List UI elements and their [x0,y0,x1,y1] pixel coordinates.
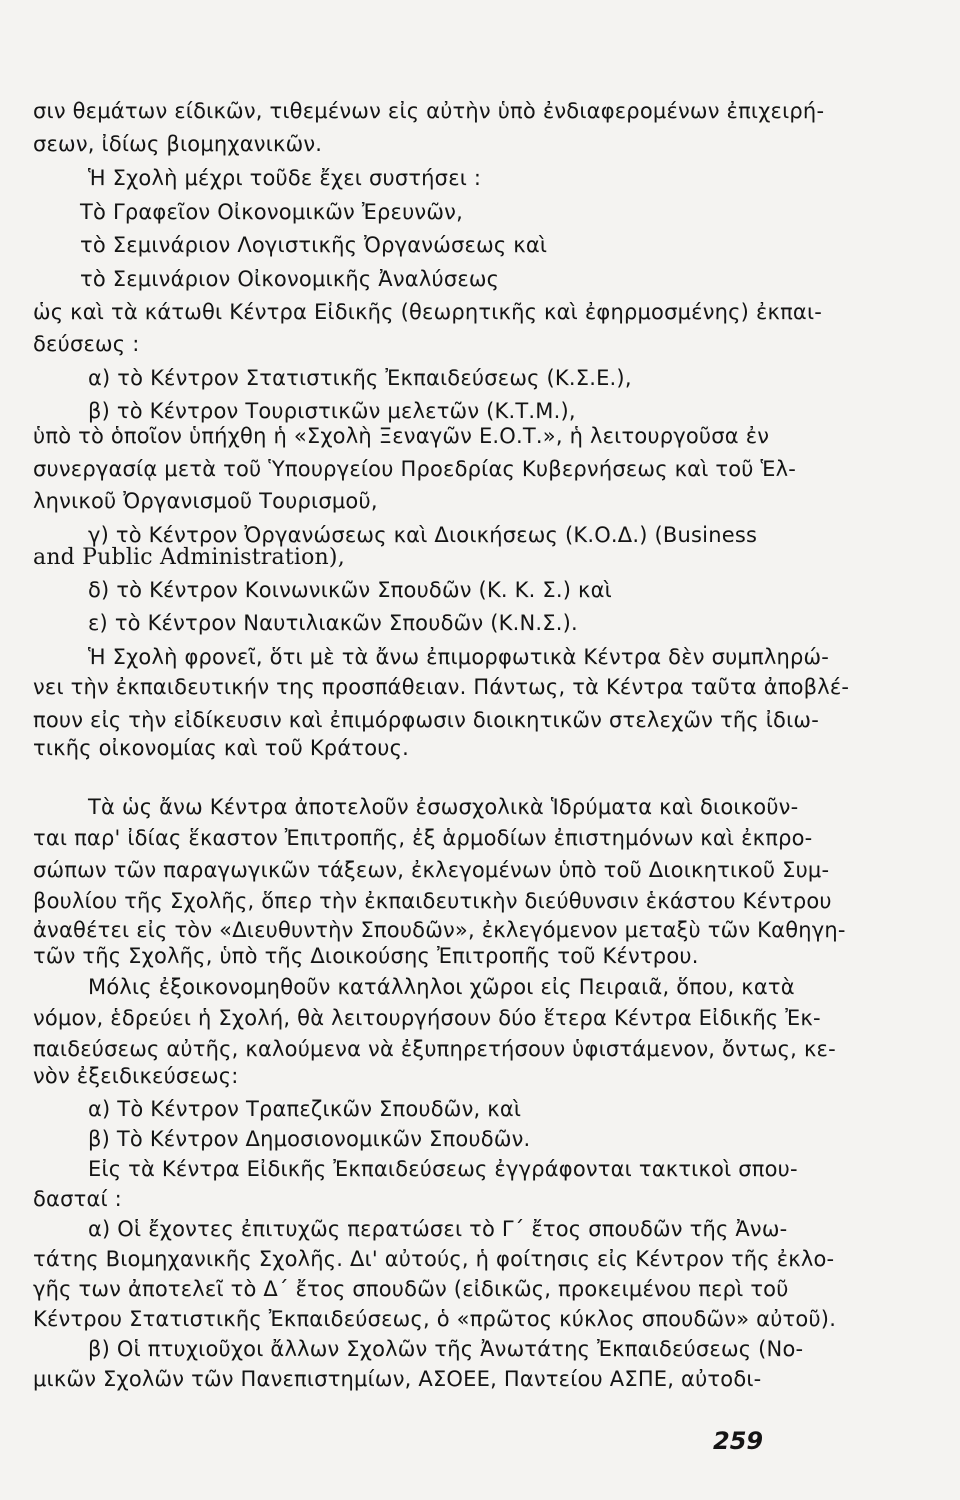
text-line: γῆς των ἀποτελεῖ τὸ Δ΄ ἔτος σπουδῶν (εἰδικῶς, προκειμένου περὶ τοῦ [33,1277,789,1301]
page-number: 259 [713,1427,764,1455]
list-item: β) Οἱ πτυχιοῦχοι ἄλλων Σχολῶν τῆς Ἀνωτάτης Ἐκπαιδεύσεως (Νο- [88,1337,804,1361]
text-line: Εἰς τὰ Κέντρα Εἰδικῆς Ἐκπαιδεύσεως ἐγγράφονται τακτικοὶ σπου- [88,1157,798,1181]
text-line: ἀναθέτει εἰς τὸν «Διευθυντὴν Σπουδῶν», ἐκλεγόμενον μεταξὺ τῶν Καθηγη- [33,918,846,942]
list-item: α) τὸ Κέντρον Στατιστικῆς Ἐκπαιδεύσεως (Κ.Σ.Ε.), [88,366,632,390]
list-item: β) τὸ Κέντρον Τουριστικῶν μελετῶν (Κ.Τ.Μ.), [88,399,576,423]
text-line: ὡς καὶ τὰ κάτωθι Κέντρα Εἰδικῆς (θεωρητικῆς καὶ ἐφηρμοσμένης) ἐκπαι- [33,300,823,324]
text-line: μικῶν Σχολῶν τῶν Πανεπιστημίων, ΑΣΟΕΕ, Παντείου ΑΣΠΕ, αὐτοδι- [33,1367,762,1391]
text-line: τικῆς οἰκονομίας καὶ τοῦ Κράτους. [33,736,410,760]
text-line: συνεργασίᾳ μετὰ τοῦ Ὑπουργείου Προεδρίας Κυβερνήσεως καὶ τοῦ Ἑλ- [33,457,797,481]
text-line: νὸν ἐξειδικεύσεως: [33,1064,239,1088]
text-line: τάτης Βιομηχανικῆς Σχολῆς. Δι' αὐτούς, ἡ φοίτησις εἰς Κέντρον τῆς ἐκλο- [33,1247,835,1271]
text-line: νει τὴν ἐκπαιδευτικήν της προσπάθειαν. Πάντως, τὰ Κέντρα ταῦτα ἀποβλέ- [33,675,850,699]
text-line: σώπων τῶν παραγωγικῶν τάξεων, ἐκλεγομένων ὑπὸ τοῦ Διοικητικοῦ Συμ- [33,858,830,882]
text-line: ὑπὸ τὸ ὁποῖον ὑπήχθη ἡ «Σχολὴ Ξεναγῶν Ε.Ο.Τ.», ἡ λειτουργοῦσα ἐν [33,424,770,448]
text-line: δασταί : [33,1187,122,1211]
text-line: Ἡ Σχολὴ φρονεῖ, ὅτι μὲ τὰ ἄνω ἐπιμορφωτικὰ Κέντρα δὲν συμπληρώ- [88,645,830,669]
text-line: νόμον, ἑδρεύει ἡ Σχολή, θὰ λειτουργήσουν δύο ἕτερα Κέντρα Εἰδικῆς Ἐκ- [33,1006,821,1030]
text-line: Τὸ Γραφεῖον Οἰκονομικῶν Ἐρευνῶν, [80,200,463,224]
list-item: α) Οἱ ἔχοντες ἐπιτυχῶς περατώσει τὸ Γ΄ ἔτος σπουδῶν τῆς Ἀνω- [88,1217,788,1241]
list-item: δ) τὸ Κέντρον Κοινωνικῶν Σπουδῶν (Κ. Κ. Σ.) καὶ [88,578,612,602]
list-item: α) Τὸ Κέντρον Τραπεζικῶν Σπουδῶν, καὶ [88,1097,522,1121]
text-line: δεύσεως : [33,332,140,356]
list-item: ε) τὸ Κέντρον Ναυτιλιακῶν Σπουδῶν (Κ.Ν.Σ.). [88,611,578,635]
list-item: γ) τὸ Κέντρον Ὀργανώσεως καὶ Διοικήσεως (Κ.Ο.Δ.) (Business [88,523,758,547]
text-line: βουλίου τῆς Σχολῆς, ὅπερ τὴν ἐκπαιδευτικὴν διεύθυνσιν ἑκάστου Κέντρου [33,889,832,913]
text-line: σιν θεμάτων είδικῶν, τιθεμένων εἰς αὐτὴν ὑπὸ ἐνδιαφερομένων ἐπιχειρή- [33,99,825,123]
text-line: τὸ Σεμινάριον Οἰκονομικῆς Ἀναλύσεως [80,267,500,291]
text-line: Τὰ ὡς ἄνω Κέντρα ἀποτελοῦν ἐσωσχολικὰ Ἱδρύματα καὶ διοικοῦν- [88,795,799,819]
text-line: ληνικοῦ Ὀργανισμοῦ Τουρισμοῦ, [33,489,378,513]
text-line: ται παρ' ἰδίας ἕκαστον Ἐπιτροπῆς, ἐξ ἁρμοδίων ἐπιστημόνων καὶ ἐκπρο- [33,826,813,850]
text-line: πουν εἰς τὴν εἰδίκευσιν καὶ ἐπιμόρφωσιν διοικητικῶν στελεχῶν τῆς ἰδιω- [33,708,819,732]
text-line: and Public Administration), [33,545,345,570]
text-line: τῶν τῆς Σχολῆς, ὑπὸ τῆς Διοικούσης Ἐπιτροπῆς τοῦ Κέντρου. [33,944,699,968]
text-line: σεων, ἰδίως βιομηχανικῶν. [33,132,323,156]
text-line: Ἡ Σχολὴ μέχρι τοῦδε ἔχει συστήσει : [88,166,482,190]
text-line: Μόλις ἐξοικονομηθοῦν κατάλληλοι χῶροι εἰς Πειραιᾶ, ὅπου, κατὰ [88,975,795,999]
text-line: παιδεύσεως αὐτῆς, καλούμενα νὰ ἐξυπηρετήσουν ὑφιστάμενον, ὄντως, κε- [33,1037,836,1061]
text-line: Κέντρου Στατιστικῆς Ἐκπαιδεύσεως, ὁ «πρῶτος κύκλος σπουδῶν» αὐτοῦ). [33,1307,837,1331]
text-line: τὸ Σεμινάριον Λογιστικῆς Ὀργανώσεως καὶ [80,233,548,257]
list-item: β) Τὸ Κέντρον Δημοσιονομικῶν Σπουδῶν. [88,1127,531,1151]
